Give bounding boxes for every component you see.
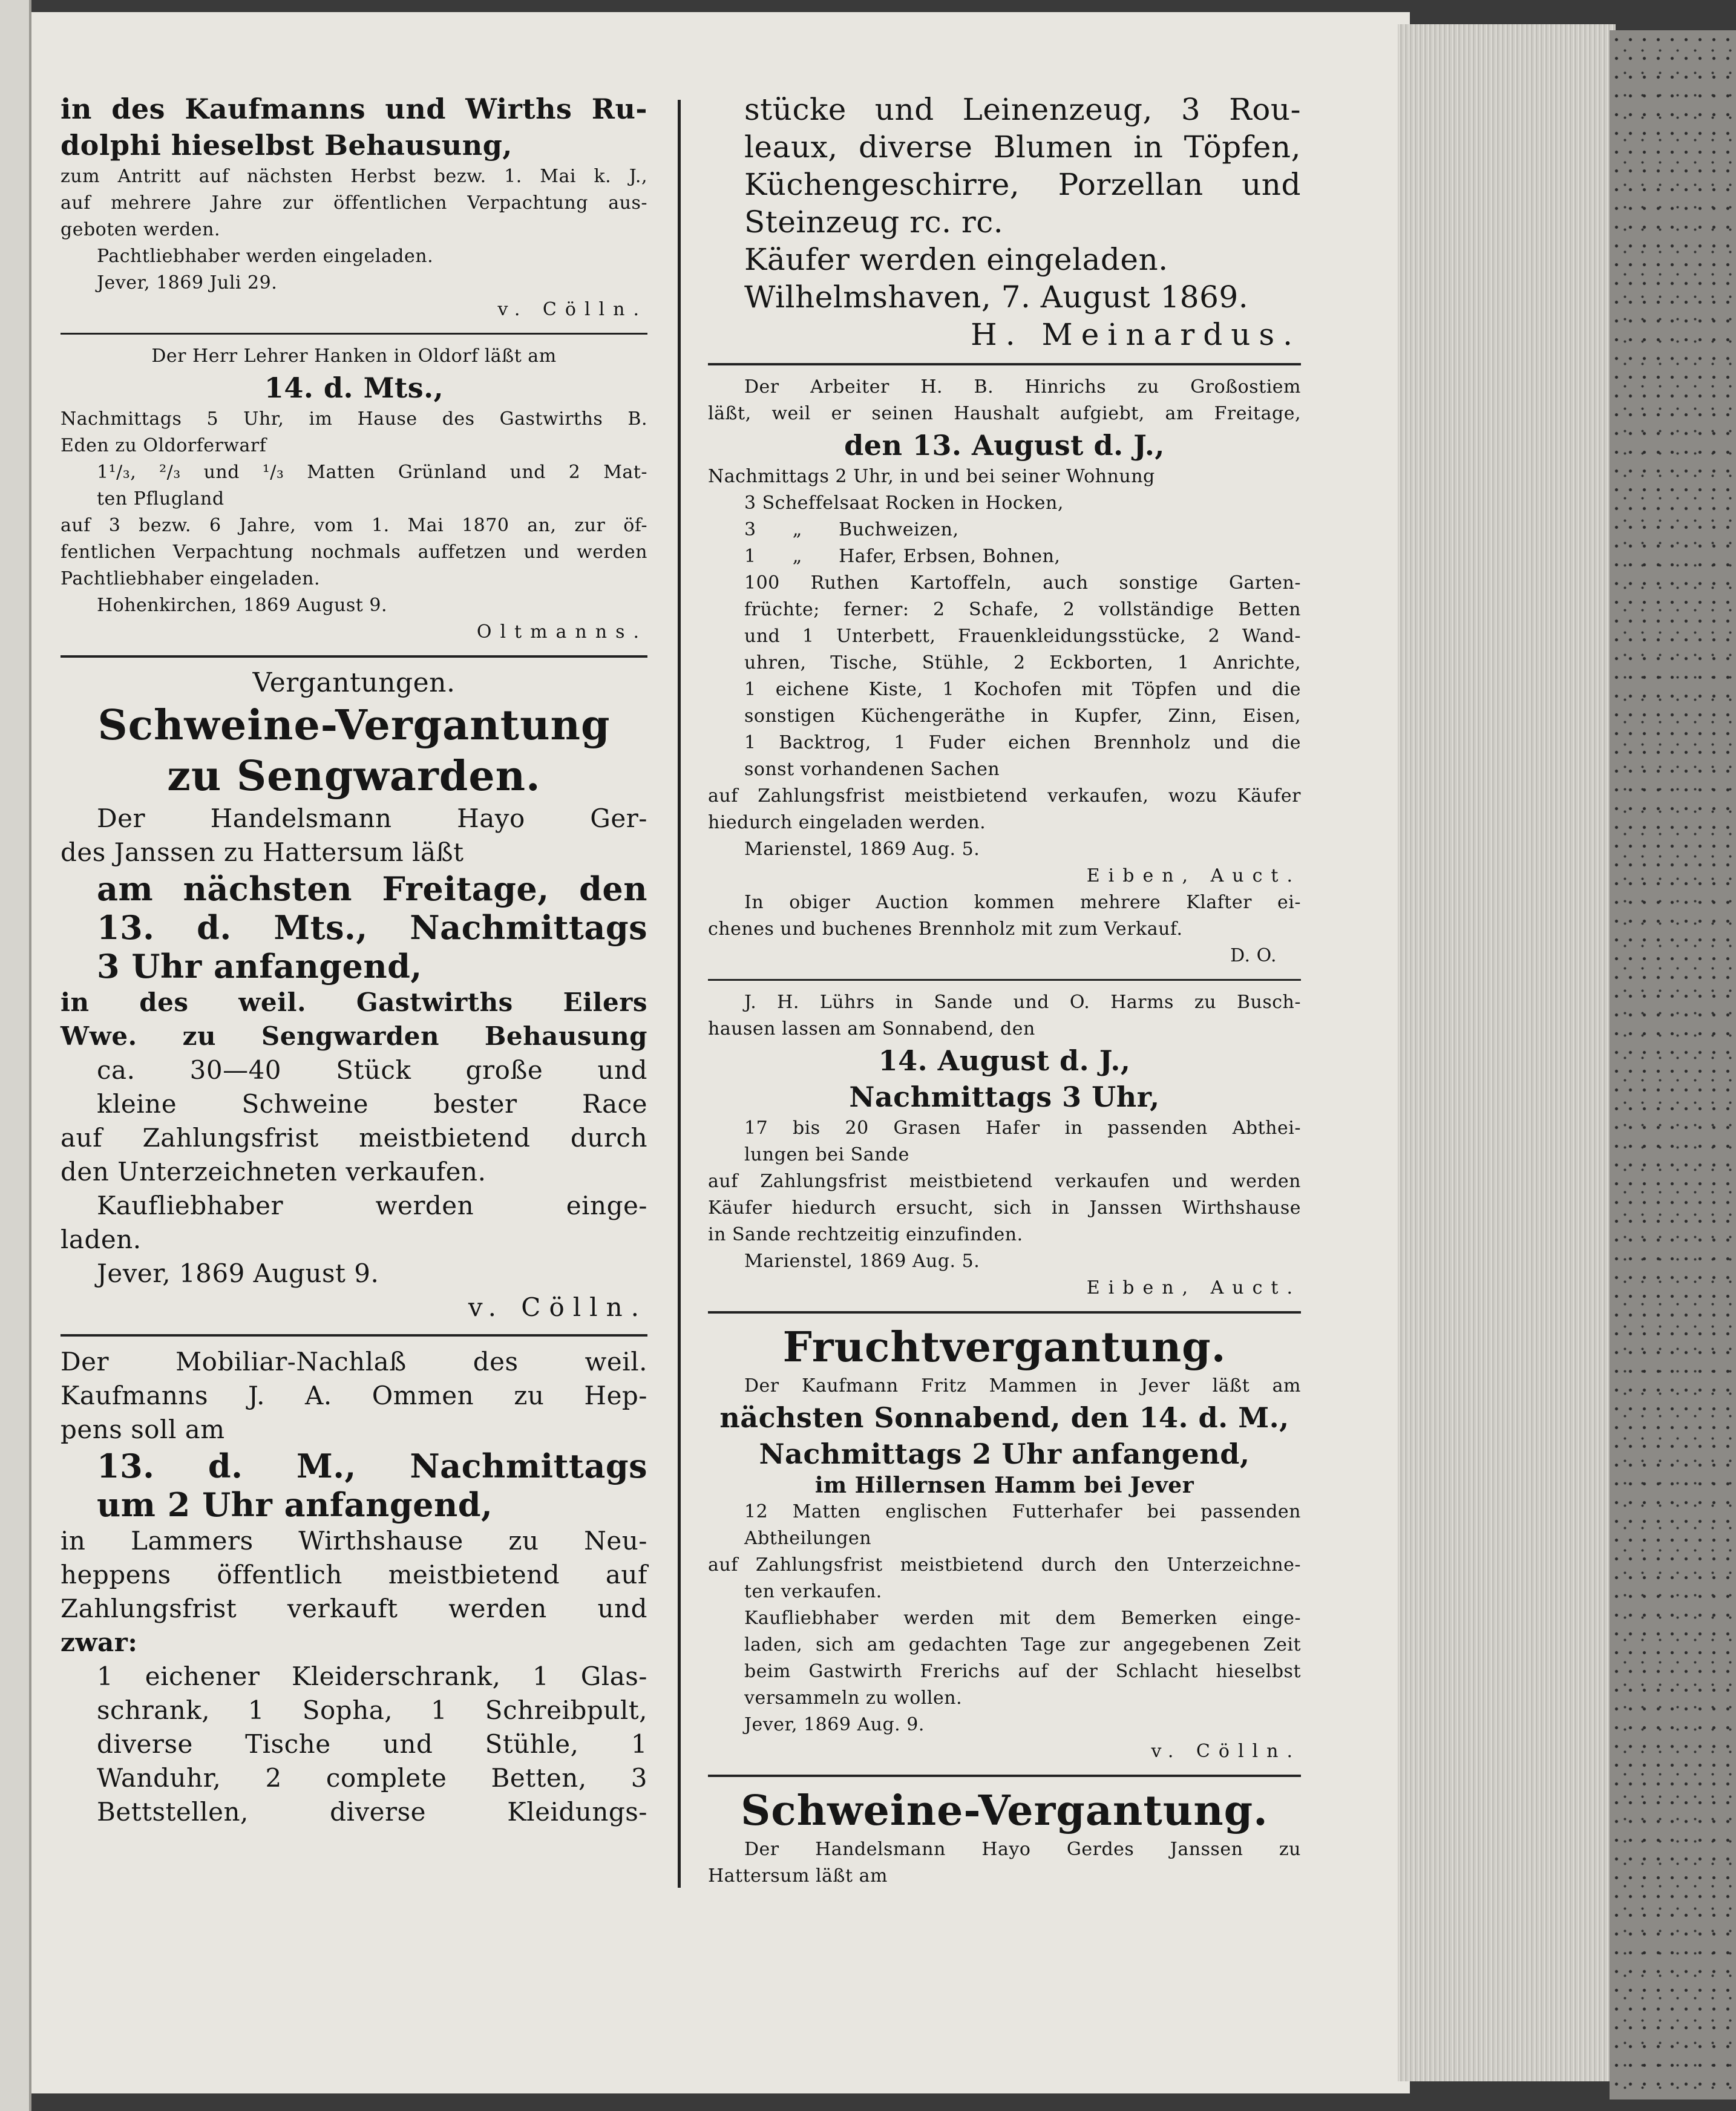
ad-line: 13. d. Mts., Nachmittags bbox=[97, 908, 647, 947]
ad-line: chenes und buchenes Brennholz mit zum Verkauf. bbox=[708, 918, 1183, 940]
ad-line: im Hillernsen Hamm bei Jever bbox=[814, 1473, 1194, 1498]
ad-estate-continued bbox=[708, 91, 1301, 353]
ad-line: zum Antritt auf nächsten Herbst bezw. 1. Mai k. J., bbox=[61, 166, 647, 187]
ad-line: beim Gastwirth Frerichs auf der Schlacht hieselbst bbox=[744, 1661, 1301, 1682]
ad-line: 13. d. M., Nachmittags bbox=[97, 1447, 647, 1485]
ad-line: Hattersum läßt am bbox=[708, 1865, 888, 1887]
ad-line: nächsten Sonnabend, den 14. d. M., bbox=[719, 1401, 1289, 1434]
ad-pig-auction-sengwarden bbox=[61, 666, 647, 1324]
ad-line: Pachtliebhaber werden eingeladen. bbox=[97, 246, 434, 267]
section-heading: Vergantungen. bbox=[252, 667, 456, 698]
ad-date-heading: 14. d. Mts., bbox=[264, 371, 444, 404]
ad-line: auf Zahlungsfrist meistbietend durch bbox=[61, 1123, 647, 1153]
ad-signature: Oltmanns. bbox=[476, 621, 647, 643]
ad-separator bbox=[708, 363, 1301, 365]
ad-time-heading: Nachmittags 3 Uhr, bbox=[849, 1081, 1160, 1113]
ad-line: Käufer werden eingeladen. bbox=[744, 242, 1168, 277]
ad-line: 1 eichene Kiste, 1 Kochofen mit Töpfen und die bbox=[744, 679, 1301, 700]
ad-line: heppens öffentlich meistbietend auf bbox=[61, 1560, 647, 1589]
ad-line: laden, sich am gedachten Tage zur angegebenen Zeit bbox=[744, 1634, 1301, 1655]
ad-line: Käufer hiedurch ersucht, sich in Janssen Wirthshause bbox=[708, 1197, 1301, 1219]
ad-line: Nachmittags 5 Uhr, im Hause des Gastwirths B. bbox=[61, 408, 647, 430]
ad-line: Der Handelsmann Hayo Gerdes Janssen zu bbox=[744, 1839, 1301, 1860]
ad-line: hausen lassen am Sonnabend, den bbox=[708, 1018, 1035, 1039]
ad-line: Zahlungsfrist verkauft werden und bbox=[61, 1594, 647, 1623]
ad-date: Jever, 1869 August 9. bbox=[97, 1258, 379, 1288]
ad-line: schrank, 1 Sopha, 1 Schreibpult, bbox=[97, 1695, 647, 1725]
column-divider bbox=[678, 100, 681, 1888]
ad-line: sonst vorhandenen Sachen bbox=[744, 759, 1000, 780]
ad-line: in Lammers Wirthshause zu Neu- bbox=[61, 1526, 647, 1556]
ad-item: 3 „ Buchweizen, bbox=[744, 519, 959, 540]
ad-line: 1¹/₃, ²/₃ und ¹/₃ Matten Grünland und 2 Mat- bbox=[97, 462, 647, 483]
ad-line: um 2 Uhr anfangend, bbox=[97, 1485, 493, 1524]
ad-line: J. H. Lührs in Sande und O. Harms zu Busch- bbox=[744, 992, 1301, 1013]
ad-line: Eden zu Oldorferwarf bbox=[61, 435, 267, 456]
ad-signature: H. Meinardus. bbox=[971, 317, 1301, 352]
ad-separator bbox=[61, 1334, 647, 1337]
ad-signature: v. Cölln. bbox=[1151, 1741, 1301, 1762]
ad-separator bbox=[708, 1311, 1301, 1314]
ad-line: den Unterzeichneten verkaufen. bbox=[61, 1157, 486, 1186]
ad-line: ten verkaufen. bbox=[744, 1581, 882, 1602]
ad-line: fentlichen Verpachtung nochmals auffetzen und werden bbox=[61, 542, 647, 563]
ad-line: versammeln zu wollen. bbox=[744, 1687, 963, 1709]
ad-line: In obiger Auction kommen mehrere Klafter ei- bbox=[744, 892, 1301, 913]
ad-lease-hanken bbox=[61, 343, 647, 646]
ad-line: Steinzeug rc. rc. bbox=[744, 205, 1004, 240]
ad-line: Wanduhr, 2 complete Betten, 3 bbox=[97, 1763, 647, 1793]
stacked-page-edges bbox=[1398, 24, 1616, 2081]
ad-date: Wilhelmshaven, 7. August 1869. bbox=[744, 280, 1249, 315]
ad-separator bbox=[61, 333, 647, 335]
ad-line: in des Kaufmanns und Wirths Ru- bbox=[61, 93, 647, 125]
ad-signature: v. Cölln. bbox=[497, 299, 647, 320]
ad-title: Schweine-Vergantung bbox=[97, 701, 611, 750]
ad-line: dolphi hieselbst Behausung, bbox=[61, 129, 513, 162]
left-column bbox=[61, 91, 647, 1829]
ad-line: stücke und Leinenzeug, 3 Rou- bbox=[744, 92, 1301, 127]
ad-date: Jever, 1869 Aug. 9. bbox=[744, 1714, 925, 1735]
ad-estate-ommen bbox=[61, 1345, 647, 1829]
ad-title: Fruchtvergantung. bbox=[782, 1323, 1227, 1372]
ad-separator bbox=[61, 655, 647, 658]
ad-line: zwar: bbox=[61, 1628, 138, 1657]
ad-auction-luehrs-harms bbox=[708, 989, 1301, 1301]
ad-line: hiedurch eingeladen werden. bbox=[708, 812, 986, 833]
ad-line: auf Zahlungsfrist meistbietend verkaufen und werden bbox=[708, 1171, 1301, 1192]
ad-line: des Janssen zu Hattersum läßt bbox=[61, 837, 464, 867]
ad-line: 1 Backtrog, 1 Fuder eichen Brennholz und die bbox=[744, 732, 1301, 753]
ad-line: in Sande rechtzeitig einzufinden. bbox=[708, 1224, 1023, 1245]
ad-line: 3 Uhr anfangend, bbox=[97, 947, 422, 986]
ad-line: Der Kaufmann Fritz Mammen in Jever läßt am bbox=[744, 1375, 1301, 1396]
ad-line: sonstigen Küchengeräthe in Kupfer, Zinn, Eisen, bbox=[744, 705, 1301, 727]
ad-line: läßt, weil er seinen Haushalt aufgiebt, am Freitage, bbox=[708, 403, 1301, 424]
ad-line: am nächsten Freitage, den bbox=[97, 869, 647, 908]
ad-subtitle: zu Sengwarden. bbox=[167, 752, 541, 800]
ad-separator bbox=[708, 979, 1301, 981]
ad-line: früchte; ferner: 2 Schafe, 2 vollständige Betten bbox=[744, 599, 1301, 620]
ad-date-heading: 14. August d. J., bbox=[878, 1044, 1131, 1077]
ad-line: Küchengeschirre, Porzellan und bbox=[744, 167, 1301, 202]
ad-line: ca. 30—40 Stück große und bbox=[97, 1055, 647, 1085]
ad-line: Nachmittags 2 Uhr, in und bei seiner Wohnung bbox=[708, 466, 1155, 487]
ad-date-heading: den 13. August d. J., bbox=[844, 429, 1165, 462]
book-block-edge bbox=[1610, 30, 1736, 2100]
ad-line: kleine Schweine bester Race bbox=[97, 1089, 647, 1119]
ad-line: 12 Matten englischen Futterhafer bei passenden bbox=[744, 1501, 1301, 1522]
ad-line: auf mehrere Jahre zur öffentlichen Verpachtung aus- bbox=[61, 192, 647, 214]
ad-line: Wwe. zu Sengwarden Behausung bbox=[61, 1021, 647, 1051]
ad-line: lungen bei Sande bbox=[744, 1144, 909, 1165]
ad-line: 17 bis 20 Grasen Hafer in passenden Abthei- bbox=[744, 1118, 1301, 1139]
previous-page-edge bbox=[0, 0, 31, 2111]
ad-signature: Eiben, Auct. bbox=[1086, 1277, 1301, 1298]
ad-line: Pachtliebhaber eingeladen. bbox=[61, 568, 321, 589]
ad-line: in des weil. Gastwirths Eilers bbox=[61, 987, 647, 1017]
ad-line: Der Arbeiter H. B. Hinrichs zu Großostiem bbox=[744, 376, 1301, 398]
ad-line: auf 3 bezw. 6 Jahre, vom 1. Mai 1870 an, zur öf- bbox=[61, 515, 647, 536]
ad-line: Abtheilungen bbox=[744, 1528, 872, 1549]
ad-line: 1 eichener Kleiderschrank, 1 Glas- bbox=[97, 1661, 647, 1691]
ad-line: auf Zahlungsfrist meistbietend durch den Unterzeichne- bbox=[708, 1554, 1301, 1576]
ad-line: Bettstellen, diverse Kleidungs- bbox=[97, 1797, 647, 1827]
ad-lease-rudolphi bbox=[61, 91, 647, 323]
right-column bbox=[708, 91, 1301, 1890]
ad-line: laden. bbox=[61, 1225, 142, 1254]
ad-date: Jever, 1869 Juli 29. bbox=[97, 272, 278, 293]
ad-separator bbox=[708, 1775, 1301, 1777]
ad-line: auf Zahlungsfrist meistbietend verkaufen, wozu Käufer bbox=[708, 785, 1301, 807]
ad-item: 1 „ Hafer, Erbsen, Bohnen, bbox=[744, 546, 1061, 567]
ad-date: Hohenkirchen, 1869 August 9. bbox=[97, 595, 388, 616]
ad-line: Der Mobiliar-Nachlaß des weil. bbox=[61, 1347, 647, 1376]
ad-line: diverse Tische und Stühle, 1 bbox=[97, 1729, 647, 1759]
ad-signature: v. Cölln. bbox=[468, 1292, 647, 1322]
ad-auction-hinrichs bbox=[708, 374, 1301, 969]
ad-line: und 1 Unterbett, Frauenkleidungsstücke, 2 Wand- bbox=[744, 626, 1301, 647]
ad-date: Marienstel, 1869 Aug. 5. bbox=[744, 839, 980, 860]
ad-line: Der Herr Lehrer Hanken in Oldorf läßt am bbox=[151, 345, 557, 367]
ad-line: geboten werden. bbox=[61, 219, 220, 240]
ad-item: 3 Scheffelsaat Rocken in Hocken, bbox=[744, 493, 1064, 514]
ad-fruit-auction-mammen bbox=[708, 1322, 1301, 1765]
ad-pig-auction-janssen bbox=[708, 1785, 1301, 1890]
ad-signature: D. O. bbox=[1230, 945, 1277, 966]
ad-line: pens soll am bbox=[61, 1415, 225, 1444]
ad-signature: Eiben, Auct. bbox=[1086, 865, 1301, 886]
ad-line: Nachmittags 2 Uhr anfangend, bbox=[759, 1438, 1250, 1470]
ad-line: leaux, diverse Blumen in Töpfen, bbox=[744, 129, 1301, 165]
ad-line: uhren, Tische, Stühle, 2 Eckborten, 1 Anrichte, bbox=[744, 652, 1301, 673]
ad-title: Schweine-Vergantung. bbox=[741, 1787, 1268, 1835]
ad-line: Kaufmanns J. A. Ommen zu Hep- bbox=[61, 1381, 647, 1410]
ad-item: 100 Ruthen Kartoffeln, auch sonstige Garten- bbox=[744, 572, 1301, 594]
ad-date: Marienstel, 1869 Aug. 5. bbox=[744, 1251, 980, 1272]
ad-line: ten Pflugland bbox=[97, 488, 224, 509]
ad-line: Kaufliebhaber werden einge- bbox=[97, 1191, 647, 1220]
ad-line: Der Handelsmann Hayo Ger- bbox=[97, 803, 647, 833]
ad-line: Kaufliebhaber werden mit dem Bemerken einge- bbox=[744, 1608, 1301, 1629]
